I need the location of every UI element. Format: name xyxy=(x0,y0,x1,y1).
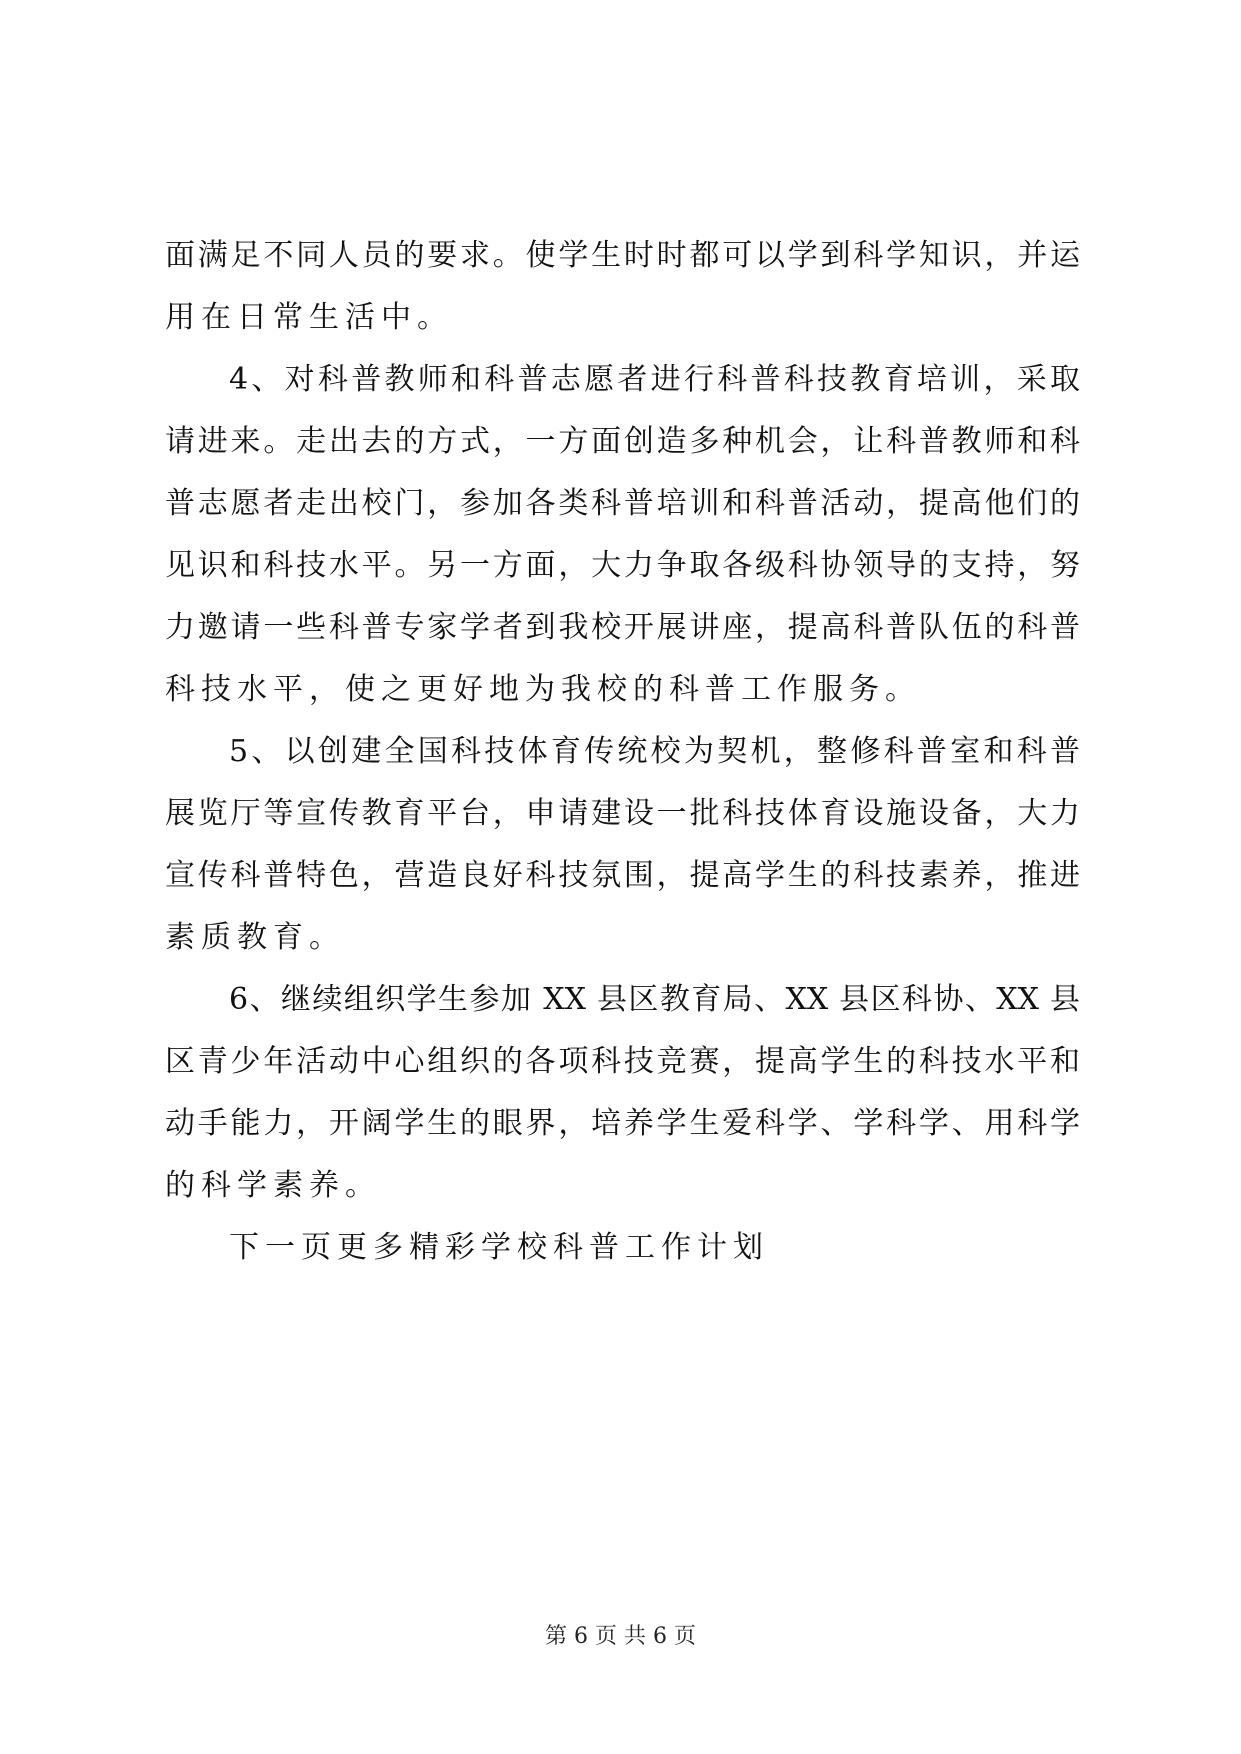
body-line: 用在日常生活中。 xyxy=(165,300,453,335)
body-line: 4、对科普教师和科普志愿者进行科普科技教育培训，采取 xyxy=(229,362,1080,397)
body-line: 动手能力，开阔学生的眼界，培养学生爱科学、学科学、用科学 xyxy=(165,1106,1080,1141)
document-body xyxy=(165,225,1080,1279)
body-line: 素质教育。 xyxy=(165,920,345,955)
body-line: 见识和科技水平。另一方面，大力争取各级科协领导的支持，努 xyxy=(165,548,1080,583)
body-line: 请进来。走出去的方式，一方面创造多种机会，让科普教师和科 xyxy=(165,424,1080,459)
body-line: 力邀请一些科普专家学者到我校开展讲座，提高科普队伍的科普 xyxy=(165,610,1080,645)
body-line: 区青少年活动中心组织的各项科技竞赛，提高学生的科技水平和 xyxy=(165,1044,1080,1079)
body-line: 普志愿者走出校门，参加各类科普培训和科普活动，提高他们的 xyxy=(165,486,1080,521)
page-number-footer: 第 6 页 共 6 页 xyxy=(545,1624,696,1649)
body-line: 6、继续组织学生参加 XX 县区教育局、XX 县区科协、XX 县 xyxy=(229,982,1080,1017)
body-line: 宣传科普特色，营造良好科技氛围，提高学生的科技素养，推进 xyxy=(165,858,1080,893)
body-line: 科技水平，使之更好地为我校的科普工作服务。 xyxy=(165,672,921,707)
body-line: 展览厅等宣传教育平台，申请建设一批科技体育设施设备，大力 xyxy=(165,796,1080,831)
body-line: 5、以创建全国科技体育传统校为契机，整修科普室和科普 xyxy=(229,734,1080,769)
body-line: 下一页更多精彩学校科普工作计划 xyxy=(229,1230,769,1265)
body-line: 的科学素养。 xyxy=(165,1168,381,1203)
body-line: 面满足不同人员的要求。使学生时时都可以学到科学知识，并运 xyxy=(165,238,1080,273)
